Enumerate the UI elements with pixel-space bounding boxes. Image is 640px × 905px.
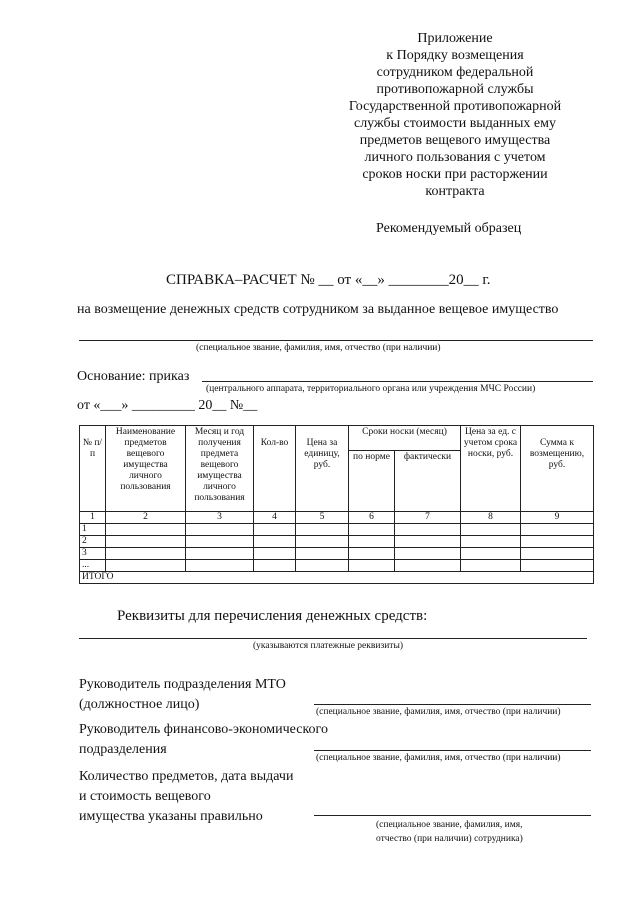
header-line: Государственной противопожарной: [348, 99, 562, 114]
col-number: 7: [395, 512, 461, 524]
col-header-terms-fact: фактически: [395, 451, 461, 512]
table-total-row: [80, 572, 594, 584]
basis-fill-line: [202, 381, 593, 382]
header-line: сроков носки при расторжении: [362, 167, 548, 182]
requisites-fill-line: [79, 638, 587, 639]
signature-employee-caption: [376, 818, 523, 846]
signature-employee-line: [314, 815, 591, 816]
row-number: 1: [80, 524, 106, 536]
header-line: службы стоимости выданных ему: [353, 116, 557, 131]
requisites-caption: (указываются платежные реквизиты): [253, 641, 403, 651]
signature-mto-caption: (специальное звание, фамилия, имя, отчество (при наличии): [316, 707, 561, 717]
col-header-price-terms: Цена за ед. с учетом срока носки, руб.: [461, 426, 521, 512]
table-row: [80, 560, 594, 572]
table-header-row: [80, 426, 594, 451]
basis-date: от «___» _________ 20__ №__: [77, 398, 258, 413]
col-number: 1: [80, 512, 106, 524]
row-number: 3: [80, 548, 106, 560]
col-number: 8: [461, 512, 521, 524]
label-line: подразделения: [79, 742, 167, 757]
col-number: 5: [296, 512, 349, 524]
name-caption: (специальное звание, фамилия, имя, отчество (при наличии): [196, 343, 441, 353]
header-line: предметов вещевого имущества: [359, 133, 551, 148]
basis-caption: (центрального аппарата, территориального органа или учреждения МЧС России): [206, 384, 536, 394]
row-number: ...: [80, 560, 106, 572]
col-header-name: Наименование предметов вещевого имущества личного пользования: [106, 426, 186, 512]
total-label: ИТОГО: [80, 572, 594, 584]
label-line: Руководитель подразделения МТО: [79, 677, 286, 692]
appendix-header: [330, 30, 580, 200]
header-line: личного пользования с учетом: [364, 150, 546, 165]
col-number: 9: [521, 512, 594, 524]
col-header-terms: Сроки носки (месяц): [349, 426, 461, 451]
label-line: (должностное лицо): [79, 697, 200, 712]
label-line: и стоимость вещевого: [79, 789, 211, 804]
col-header-date: Месяц и год получения предмета вещевого имущества личного пользования: [186, 426, 254, 512]
col-number: 6: [349, 512, 395, 524]
label-line: имущества указаны правильно: [79, 809, 263, 824]
header-line: Приложение: [417, 31, 493, 46]
calculation-table: [79, 425, 594, 584]
col-number: 2: [106, 512, 186, 524]
header-line: противопожарной службы: [376, 82, 534, 97]
col-header-qty: Кол-во: [254, 426, 296, 512]
signature-finance-line: [314, 750, 591, 751]
document-title: СПРАВКА–РАСЧЕТ № __ от «__» ________20__ г.: [166, 272, 491, 288]
requisites-label: Реквизиты для перечисления денежных средств:: [117, 608, 428, 624]
recommended-sample: Рекомендуемый образец: [376, 221, 522, 236]
col-header-num: № п/п: [80, 426, 106, 512]
col-number: 3: [186, 512, 254, 524]
col-header-terms-norm: по норме: [349, 451, 395, 512]
document-subtitle: на возмещение денежных средств сотрудником за выданное вещевое имущество: [77, 302, 559, 317]
name-fill-line: [79, 340, 593, 341]
header-line: сотрудником федеральной: [376, 65, 534, 80]
column-numbers-row: [80, 512, 594, 524]
signature-finance-label: [79, 720, 328, 760]
header-line: к Порядку возмещения: [386, 48, 524, 63]
signature-mto-line: [314, 704, 591, 705]
caption-line: (специальное звание, фамилия, имя,: [376, 820, 523, 830]
signature-employee-label: [79, 767, 293, 827]
signature-mto-label: [79, 675, 286, 715]
table-row: [80, 536, 594, 548]
caption-line: отчество (при наличии) сотрудника): [376, 834, 523, 844]
table-row: [80, 548, 594, 560]
row-number: 2: [80, 536, 106, 548]
basis-label: Основание: приказ: [77, 369, 190, 384]
col-header-price: Цена за единицу, руб.: [296, 426, 349, 512]
col-header-sum: Сумма к возмещению, руб.: [521, 426, 594, 512]
label-line: Количество предметов, дата выдачи: [79, 769, 294, 784]
label-line: Руководитель финансово-экономического: [79, 722, 328, 737]
signature-finance-caption: (специальное звание, фамилия, имя, отчество (при наличии): [316, 753, 561, 763]
table-row: [80, 524, 594, 536]
header-line: контракта: [425, 184, 485, 199]
col-number: 4: [254, 512, 296, 524]
